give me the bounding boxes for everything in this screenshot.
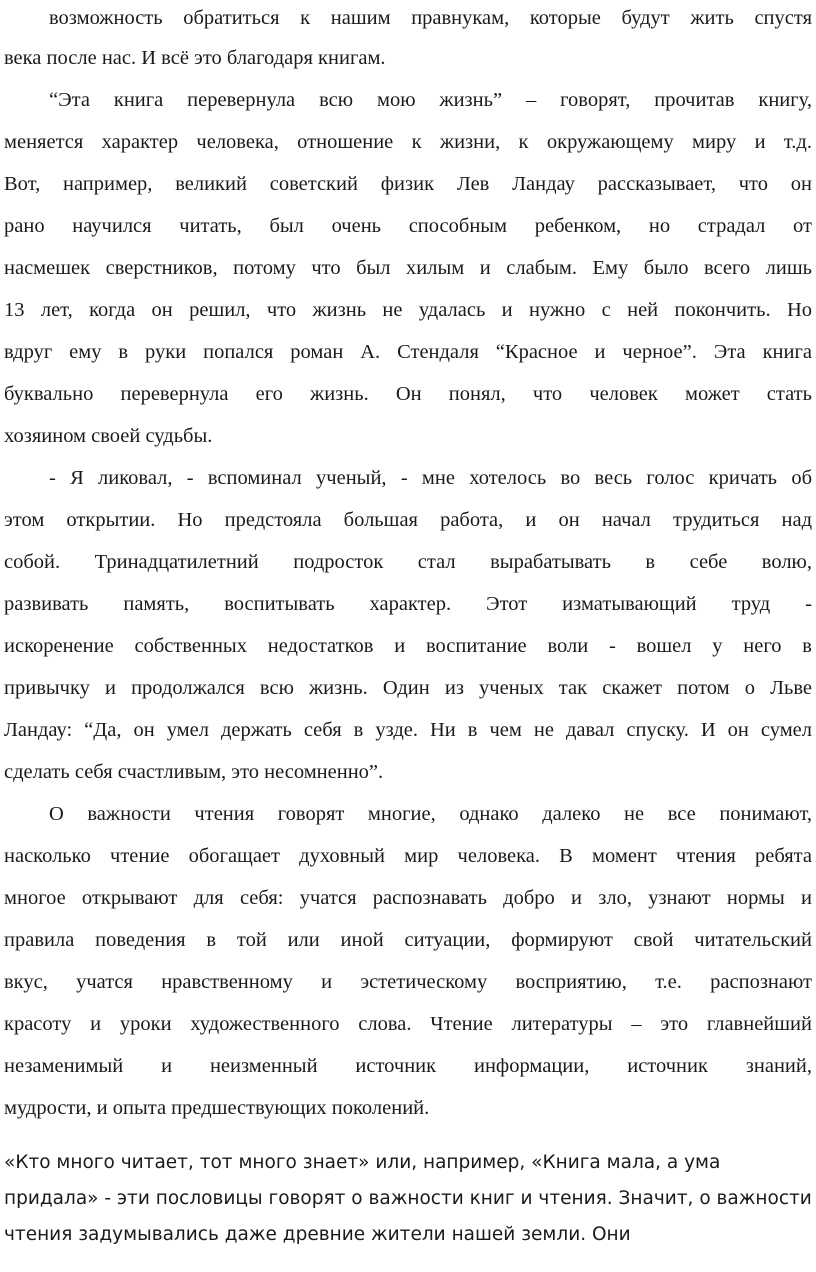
text-line: красоту и уроки художественного слова. Чтение литературы – это главнейший [4,1013,812,1035]
text-line: вдруг ему в руки попался роман А. Стендаля “Красное и черное”. Эта книга [4,341,812,363]
text-line: века после нас. И всё это благодаря книгам. [4,47,386,69]
text-line: “Эта книга перевернула всю мою жизнь” – говорят, прочитав книгу, [49,89,812,111]
text-line: чтения задумывались даже древние жители нашей земли. Они [4,1224,631,1245]
text-line: многое открывают для себя: учатся распознавать добро и зло, узнают нормы и [4,887,812,909]
text-line: собой. Тринадцатилетний подросток стал вырабатывать в себе волю, [4,551,812,573]
text-line: насмешек сверстников, потому что был хилым и слабым. Ему было всего лишь [4,257,812,279]
text-line: «Кто много читает, тот много знает» или, например, «Книга мала, а ума [4,1152,721,1173]
text-line: буквально перевернула его жизнь. Он понял, что человек может стать [4,383,812,405]
text-line: этом открытии. Но предстояла большая работа, и он начал трудиться над [4,509,812,531]
text-line: мудрости, и опыта предшествующих поколений. [4,1097,430,1119]
text-line: О важности чтения говорят многие, однако далеко не все понимают, [49,803,812,825]
text-line: - Я ликовал, - вспоминал ученый, - мне хотелось во весь голос кричать об [49,467,812,489]
text-line: вкус, учатся нравственному и эстетическому восприятию, т.е. распознают [4,971,812,993]
text-line: привычку и продолжался всю жизнь. Один из ученых так скажет потом о Льве [4,677,812,699]
text-line: рано научился читать, был очень способным ребенком, но страдал от [4,215,812,237]
text-line: Вот, например, великий советский физик Лев Ландау рассказывает, что он [4,173,812,195]
text-line: 13 лет, когда он решил, что жизнь не удалась и нужно с ней покончить. Но [4,299,812,321]
text-line: сделать себя счастливым, это несомненно”. [4,761,384,783]
text-line: насколько чтение обогащает духовный мир человека. В момент чтения ребята [4,845,812,867]
text-line: развивать память, воспитывать характер. Этот изматывающий труд - [4,593,812,615]
text-line: хозяином своей судьбы. [4,425,213,447]
text-line: незаменимый и неизменный источник информации, источник знаний, [4,1055,812,1077]
text-line: Ландау: “Да, он умел держать себя в узде. Ни в чем не давал спуску. И он сумел [4,719,812,741]
text-line: придала» - эти пословицы говорят о важности книг и чтения. Значит, о важности [4,1188,812,1209]
text-line: возможность обратиться к нашим правнукам, которые будут жить спустя [49,7,812,29]
text-line: меняется характер человека, отношение к жизни, к окружающему миру и т.д. [4,131,812,153]
text-line: правила поведения в той или иной ситуации, формируют свой читательский [4,929,812,951]
text-line: искоренение собственных недостатков и воспитание воли - вошел у него в [4,635,812,657]
